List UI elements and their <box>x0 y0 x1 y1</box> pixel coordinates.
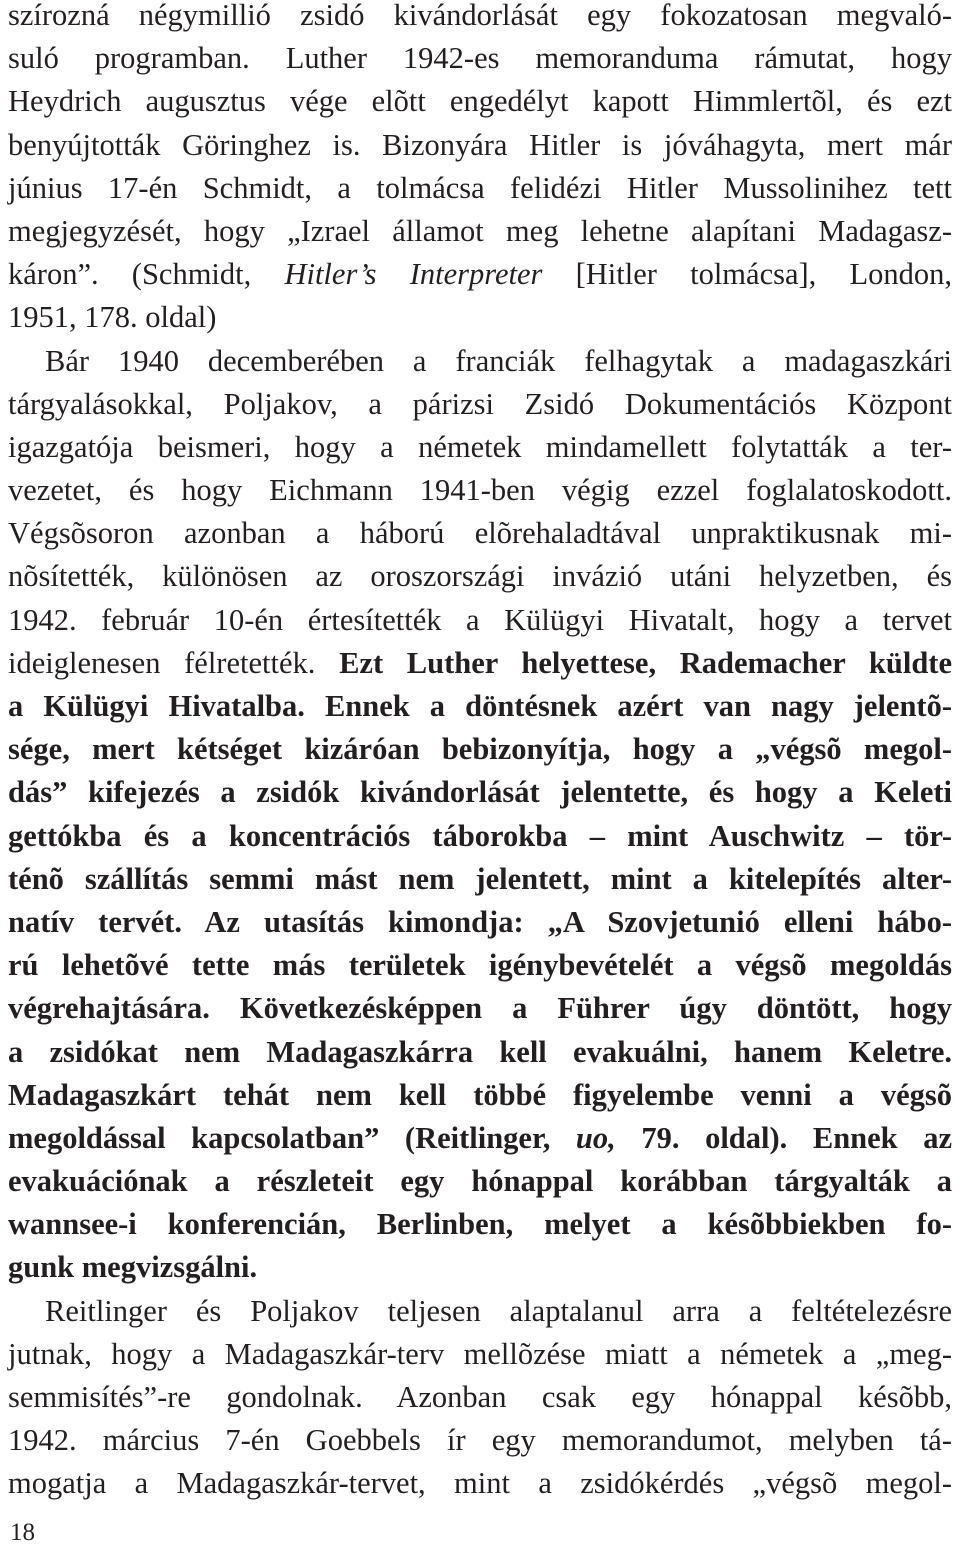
italic-book-title: Hitler’s Interpreter <box>284 257 543 292</box>
text-line: vezetet, és hogy Eichmann 1941-ben végig ezzel foglalatoskodott. <box>8 473 952 508</box>
text-line: semmisítés”-re gondolnak. Azonban csak egy hónappal késõbb, <box>8 1380 952 1414</box>
text-line: 1951, 178. oldal) <box>8 300 217 335</box>
text-line: Heydrich augusztus vége elõtt engedélyt kapott Himmlertõl, és ezt <box>8 84 952 119</box>
text-segment: 79. oldal). Ennek az <box>615 1120 952 1155</box>
text-line <box>8 340 952 383</box>
text-line <box>8 642 952 685</box>
bold-text-line: rú lehetõvé tette más területek igénybevételét a végsõ megoldás <box>8 948 952 983</box>
italic-text-segment: uo, <box>575 1120 616 1155</box>
text-segment: Reitlinger és Poljakov teljesen alaptalanul arra a feltételezésre <box>45 1293 952 1328</box>
bold-text-segment: Ezt Luther helyettese, Rademacher küldte <box>339 645 952 680</box>
text-segment: ideiglenesen félretették. <box>8 645 340 680</box>
text-line: június 17-én Schmidt, a tolmácsa felidézi Hitler Mussolinihez tett <box>8 170 952 205</box>
text-line: nõsítették, különösen az oroszországi invázió utáni helyzetben, és <box>8 559 952 594</box>
bold-text-line: a zsidókat nem Madagaszkárra kell evakuálni, hanem Keletre. <box>8 1034 952 1069</box>
text-segment: Bár 1940 decemberében a franciák felhagytak a madagaszkári <box>45 343 952 378</box>
bold-text-line: gunk megvizsgálni. <box>8 1250 258 1285</box>
text-line: benyújtották Göringhez is. Bizonyára Hitler is jóváhagyta, mert már <box>8 127 952 162</box>
bold-text-line: ténõ szállítás semmi mást nem jelentett, mint a kitelepítés alter- <box>8 861 952 896</box>
text-line: megjegyzését, hogy „Izrael államot meg lehetne alapítani Madagasz- <box>8 213 952 248</box>
text-segment: [Hitler tolmácsa], London, <box>542 257 952 292</box>
bold-text-line: wannsee-i konferencián, Berlinben, melyet a késõbbiekben fo- <box>8 1207 952 1242</box>
text-line: 1942. március 7-én Goebbels ír egy memorandumot, melyben tá- <box>8 1423 952 1458</box>
text-line: igazgatója beismeri, hogy a németek mindamellett folytatták a ter- <box>8 429 952 464</box>
text-line: mogatja a Madagaszkár-tervet, mint a zsidókérdés „végsõ megol- <box>8 1466 952 1501</box>
text-line <box>8 253 952 296</box>
bold-text-line <box>8 1117 952 1160</box>
text-line: suló programban. Luther 1942-es memoranduma rámutat, hogy <box>8 41 952 76</box>
bold-text-line: végrehajtására. Következésképpen a Führer úgy döntött, hogy <box>8 991 952 1026</box>
bold-text-line: a Külügyi Hivatalba. Ennek a döntésnek azért van nagy jelentõ- <box>8 689 952 723</box>
bold-text-line: sége, mert kétséget kizáróan bebizonyítja, hogy a „végsõ megol- <box>8 732 952 767</box>
bold-text-line: dás” kifejezés a zsidók kivándorlását jelentette, és hogy a Keleti <box>8 775 952 810</box>
text-line: szírozná négymillió zsidó kivándorlását egy fokozatosan megvaló- <box>8 0 952 32</box>
bold-text-line: Madagaszkárt tehát nem kell többé figyelembe venni a végsõ <box>8 1077 952 1112</box>
bold-text-line: natív tervét. Az utasítás kimondja: „A Szovjetunió elleni hábo- <box>8 904 952 939</box>
text-line: Végsõsoron azonban a háború elõrehaladtával unpraktikusnak mi- <box>8 516 952 551</box>
body-text <box>8 0 952 1506</box>
bold-text-line: gettókba és a koncentrációs táborokba – mint Auschwitz – tör- <box>8 818 952 853</box>
text-segment: káron”. (Schmidt, <box>8 257 285 292</box>
text-line: 1942. február 10-én értesítették a Külügyi Hivatalt, hogy a tervet <box>8 602 952 637</box>
text-line: jutnak, hogy a Madagaszkár-terv mellõzése miatt a németek a „meg- <box>8 1336 952 1371</box>
page-number: 18 <box>10 1519 35 1546</box>
text-segment: megoldással kapcsolatban” (Reitlinger, <box>8 1120 576 1155</box>
bold-text-line: evakuációnak a részleteit egy hónappal korábban tárgyalták a <box>8 1164 952 1199</box>
text-line <box>8 1290 952 1333</box>
text-line: tárgyalásokkal, Poljakov, a párizsi Zsidó Dokumentációs Központ <box>8 386 952 421</box>
